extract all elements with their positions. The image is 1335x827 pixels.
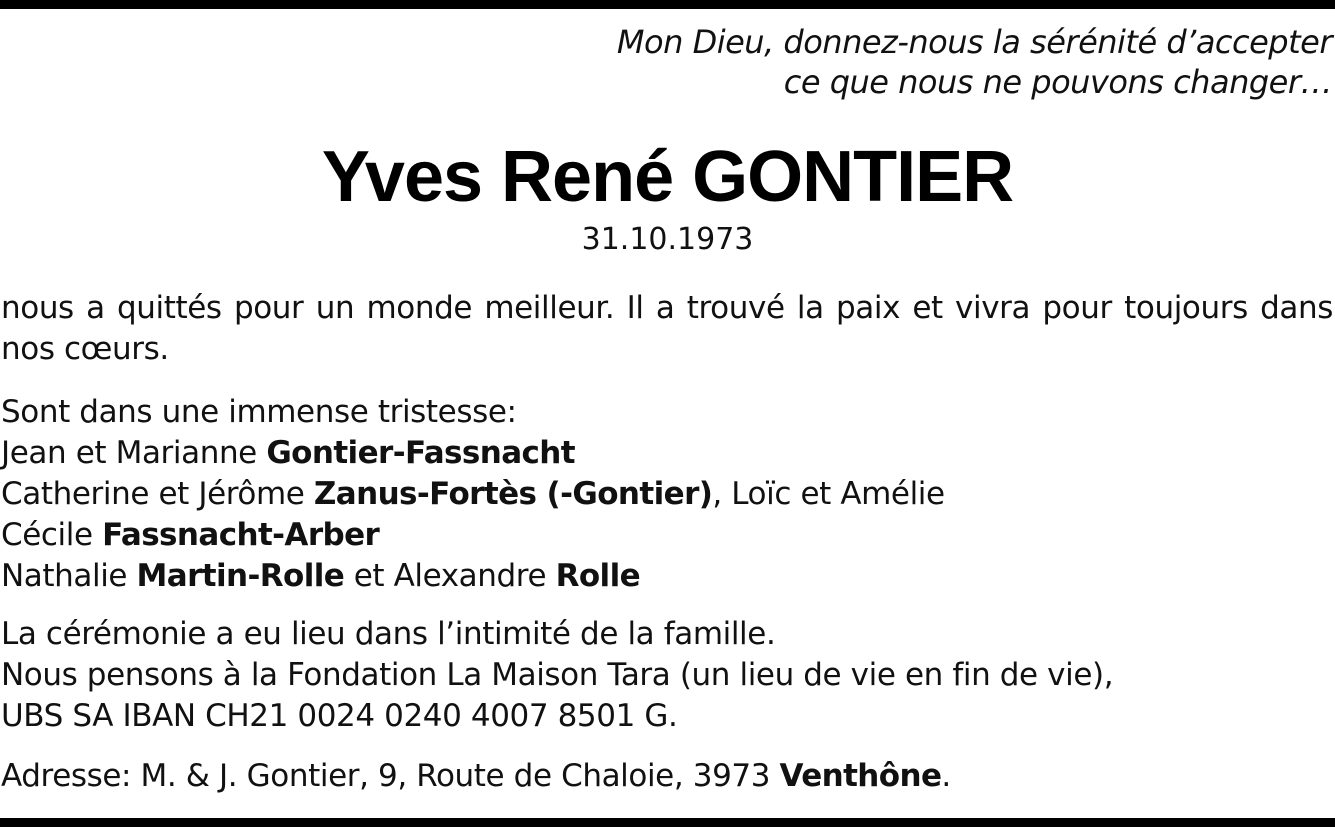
top-rule [0,0,1335,9]
ceremony-paragraph [1,614,1333,737]
family-line [1,433,1333,474]
family-heading: Sont dans une immense tristesse: [1,394,517,430]
address-line [1,756,1333,797]
family-line [1,556,1333,597]
quote-line-1: Mon Dieu, donnez-nous la sérénité d’accepter [616,23,1332,61]
intro-paragraph: nous a quittés pour un monde meilleur. Il a trouvé la paix et vivra pour toujours dans nos cœurs. [1,290,1333,367]
family-list [1,392,1333,597]
family-surname: Rolle [555,558,641,594]
ceremony-line-3: UBS SA IBAN CH21 0024 0240 4007 8501 G. [1,698,678,734]
deceased-name: Yves René GONTIER [321,137,1014,217]
quote-line-2: ce que nous ne pouvons changer… [783,63,1332,101]
address-text: Adresse: M. & J. Gontier, 9, Route de Chaloie, 3973 [1,758,780,794]
family-surname: Gontier-Fassnacht [266,435,575,471]
given-names: Catherine et Jérôme [1,476,314,512]
ceremony-line-1: La cérémonie a eu lieu dans l’intimité de la famille. [1,616,776,652]
given-names: Nathalie [1,558,137,594]
address-city: Venthône [779,758,942,794]
given-names: et Alexandre [344,558,556,594]
address-suffix: . [941,758,951,794]
given-names: Jean et Marianne [1,435,267,471]
children-names: , Loïc et Amélie [712,476,945,512]
ceremony-line-2: Nous pensons à la Fondation La Maison Tara (un lieu de vie en fin de vie), [1,657,1114,693]
family-surname: Zanus-Fortès (-Gontier) [313,476,713,512]
family-surname: Fassnacht-Arber [102,517,380,553]
family-surname: Martin-Rolle [136,558,345,594]
epigraph-quote [617,22,1332,102]
death-date: 31.10.1973 [581,222,754,257]
family-line [1,474,1333,515]
family-line [1,515,1333,556]
given-names: Cécile [1,517,103,553]
bottom-rule [0,818,1335,827]
